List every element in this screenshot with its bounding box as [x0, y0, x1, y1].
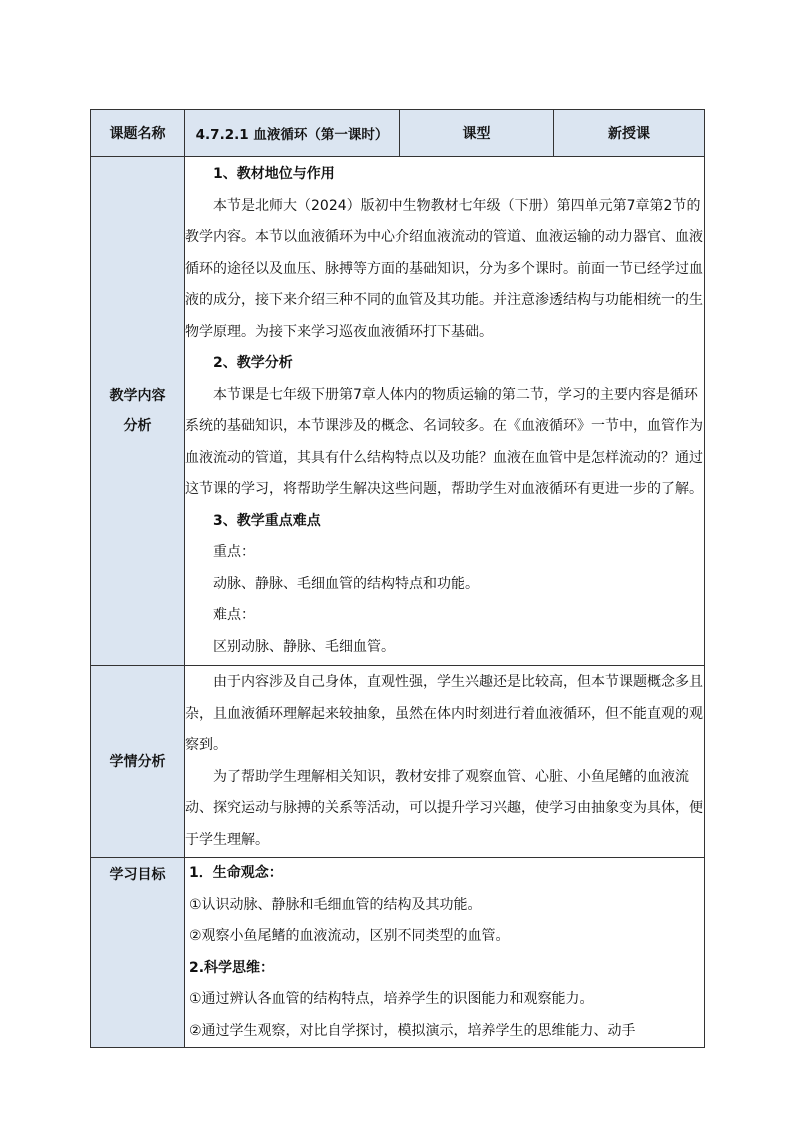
content-heading-2: 2、教学分析	[213, 355, 293, 371]
content-heading-1: 1、教材地位与作用	[213, 166, 335, 182]
topic-label: 课题名称	[91, 110, 185, 157]
objective-item-4: ②通过学生观察，对比自学探讨，模拟演示，培养学生的思维能力、动手	[189, 1022, 636, 1039]
student-analysis-row	[91, 666, 705, 858]
student-paragraph-1: 由于内容涉及自己身体，直观性强，学生兴趣还是比较高，但本节课题概念多且杂，且血液循环理解起来较抽象，虽然在体内时刻进行着血液循环，但不能直观的观察到。	[185, 674, 703, 753]
topic-value: 4.7.2.1 血液循环（第一课时）	[185, 110, 400, 157]
type-value: 新授课	[554, 110, 705, 157]
difficulty-text: 区别动脉、静脉、毛细血管。	[213, 638, 395, 655]
objective-item-3: ①通过辨认各血管的结构特点，培养学生的识图能力和观察能力。	[189, 991, 594, 1007]
content-analysis-row	[91, 157, 705, 666]
student-paragraph-2: 为了帮助学生理解相关知识，教材安排了观察血管、心脏、小鱼尾鳍的血液流动、探究运动与脉搏的关系等活动，可以提升学习兴趣，使学习由抽象变为具体，便于学生理解。	[185, 768, 703, 848]
key-point-label: 重点：	[213, 544, 255, 560]
lesson-plan-table	[90, 109, 705, 1048]
content-analysis-label	[91, 157, 185, 666]
student-analysis-label: 学情分析	[91, 666, 185, 858]
content-analysis-label-line1: 教学内容	[109, 388, 166, 404]
objective-item-2: ②观察小鱼尾鳍的血液流动，区别不同类型的血管。	[189, 928, 510, 944]
objectives-body	[185, 858, 705, 1048]
objectives-label: 学习目标	[91, 858, 185, 1048]
objective-heading-1: 1．生命观念：	[189, 865, 283, 881]
objective-heading-2: 2.科学思维：	[189, 959, 275, 976]
content-analysis-label-line2: 分析	[123, 418, 152, 434]
content-paragraph-2: 本节课是七年级下册第7章人体内的物质运输的第二节，学习的主要内容是循环系统的基础知识，本节课涉及的概念、名词较多。在《血液循环》一节中，血管作为血液流动的管道，其具有什么结构特点以及功能？血液在血管中是怎样流动的？通过这节课的学习，将帮助学生解决这些问题，帮助学生对血液循环有更进一步的了解。	[185, 386, 703, 497]
objective-item-1: ①认识动脉、静脉和毛细血管的结构及其功能。	[189, 896, 482, 913]
header-row	[91, 110, 705, 157]
key-point-text: 动脉、静脉、毛细血管的结构特点和功能。	[213, 575, 479, 592]
type-label: 课型	[400, 110, 554, 157]
difficulty-label: 难点：	[213, 607, 255, 623]
content-heading-3: 3、教学重点难点	[213, 512, 321, 529]
student-analysis-body	[185, 666, 705, 858]
objectives-row	[91, 858, 705, 1048]
content-paragraph-1: 本节是北师大（2024）版初中生物教材七年级（下册）第四单元第7章第2节的教学内容。本节以血液循环为中心介绍血液流动的管道、血液运输的动力器官、血液循环的途径以及血压、脉搏等方面的基础知识，分为多个课时。前面一节已经学过血液的成分，接下来介绍三种不同的血管及其功能。并注意渗透结构与功能相统一的生物学原理。为接下来学习巡夜血液循环打下基础。	[185, 197, 703, 340]
content-analysis-body	[185, 157, 705, 666]
